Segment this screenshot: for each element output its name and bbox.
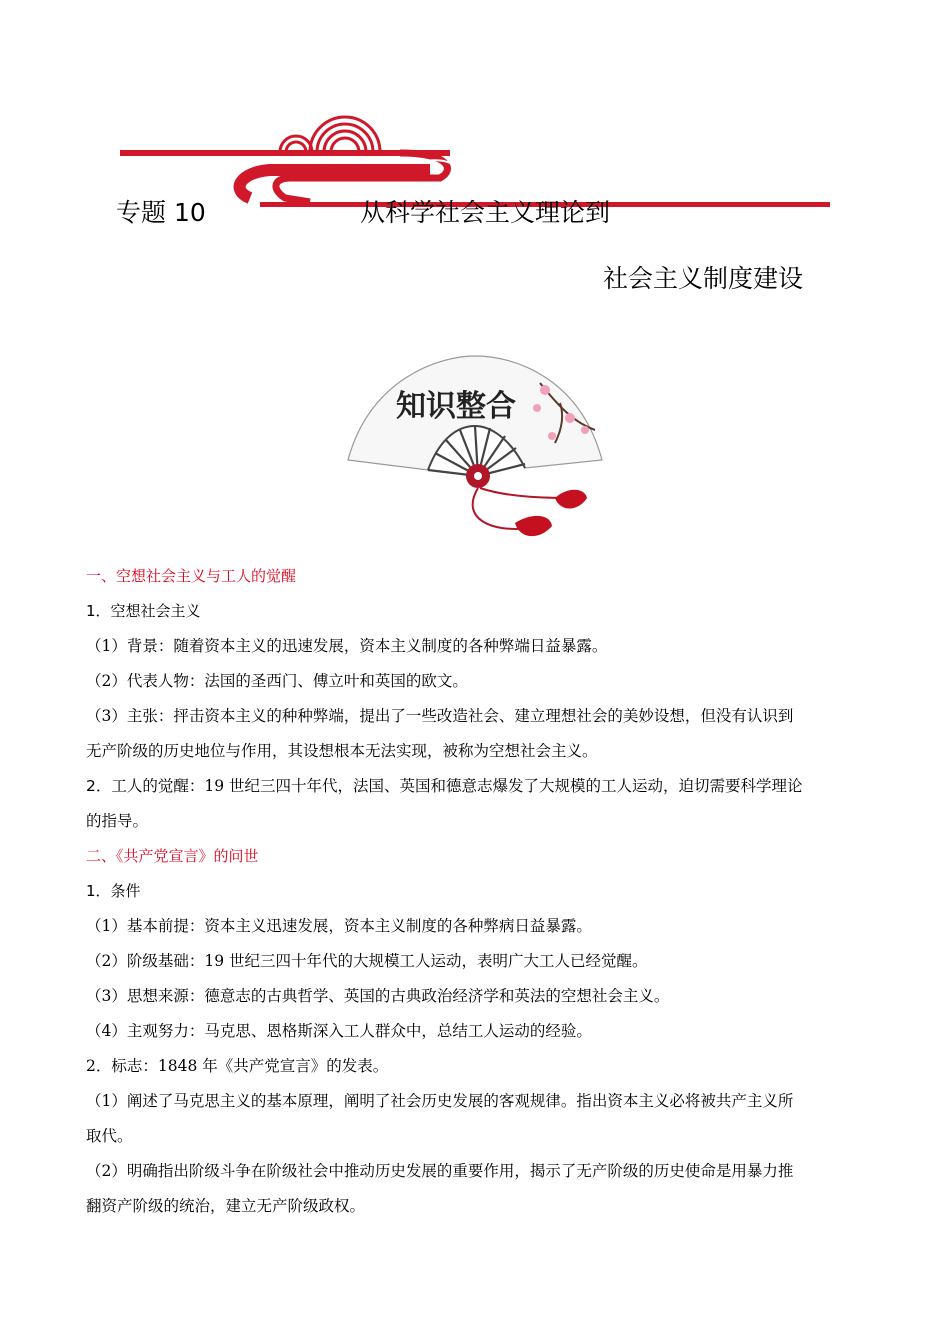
page-title-line1: 从科学社会主义理论到 [360,198,611,227]
subsection-label: 2．工人的觉醒 [86,777,189,795]
subsection-heading: 2．标志：1848 年《共产党宣言》的发表。 [86,1057,389,1075]
page-title-line2: 社会主义制度建设 [603,264,804,293]
knowledge-fan-illustration [340,348,610,548]
subsection-heading: 1．条件 [86,882,141,900]
paragraph: （1）基本前提：资本主义迅速发展，资本主义制度的各种弊病日益暴露。 [86,917,592,935]
paragraph [86,774,866,798]
paragraph-continued: 无产阶级的历史地位与作用，其设想根本无法实现，被称为空想社会主义。 [86,742,598,760]
paragraph-continued: 取代。 [86,1127,133,1145]
paragraph-continued: 的指导。 [86,812,149,830]
paragraph: （4）主观努力：马克思、恩格斯深入工人群众中，总结工人运动的经验。 [86,1022,592,1040]
fan-caption: 知识整合 [396,389,516,424]
paragraph: （2）阶级基础：19 世纪三四十年代的大规模工人运动，表明广大工人已经觉醒。 [86,952,648,970]
topic-number: 专题 10 [116,198,206,227]
paragraph: （3）思想来源：德意志的古典哲学、英国的古典政治经济学和英法的空想社会主义。 [86,987,670,1005]
section-heading: 一、空想社会主义与工人的觉醒 [86,567,297,585]
subsection-text: ：19 世纪三四十年代，法国、英国和德意志爆发了大规模的工人运动，迫切需要科学理论 [188,777,803,795]
paragraph: （2）代表人物：法国的圣西门、傅立叶和英国的欧文。 [86,672,468,690]
subsection-heading: 1．空想社会主义 [86,602,201,620]
paragraph: （2）明确指出阶级斗争在阶级社会中推动历史发展的重要作用，揭示了无产阶级的历史使命是用暴力推 [86,1162,794,1180]
paragraph: （3）主张：抨击资本主义的种种弊端，提出了一些改造社会、建立理想社会的美妙设想，但没有认识到 [86,707,794,725]
paragraph: （1）背景：随着资本主义的迅速发展，资本主义制度的各种弊端日益暴露。 [86,637,608,655]
paragraph: （1）阐述了马克思主义的基本原理，阐明了社会历史发展的客观规律。指出资本主义必将被共产主义所 [86,1092,794,1110]
document-body [86,564,866,1229]
paragraph-continued: 翻资产阶级的统治，建立无产阶级政权。 [86,1197,366,1215]
section-heading: 二、《共产党宣言》的问世 [86,847,259,865]
